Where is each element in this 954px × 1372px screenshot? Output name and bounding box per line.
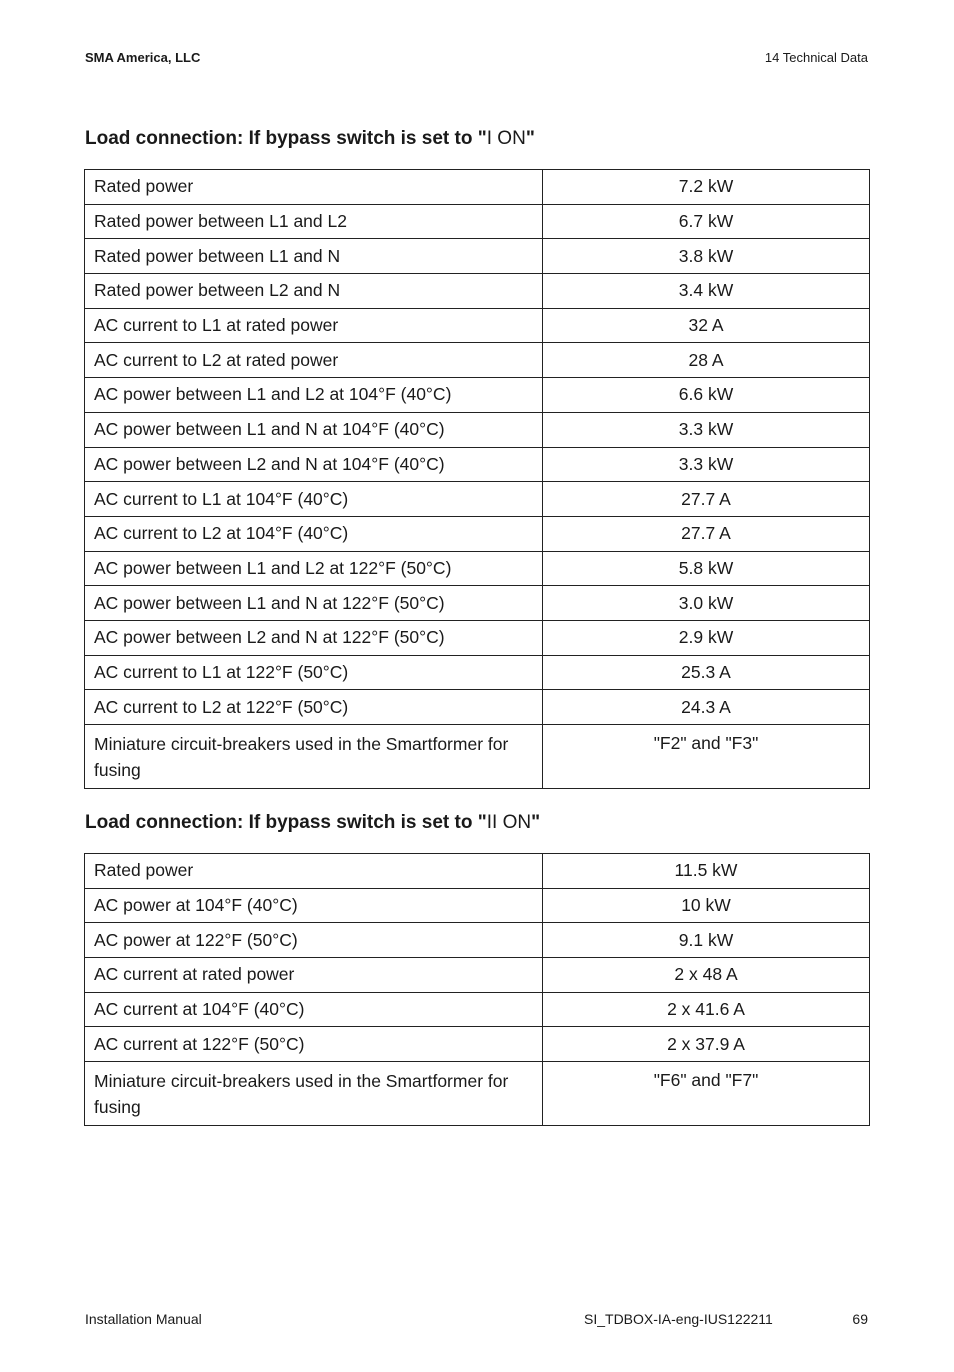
spec-label: AC current at 122°F (50°C) <box>85 1027 543 1062</box>
spec-value: 2 x 48 A <box>543 958 870 993</box>
spec-value: 27.7 A <box>543 482 870 517</box>
table-row <box>85 655 870 690</box>
spec-label: AC current to L2 at rated power <box>85 343 543 378</box>
spec-value: 3.3 kW <box>543 412 870 447</box>
table-row <box>85 239 870 274</box>
table-row <box>85 923 870 958</box>
spec-label: AC power between L2 and N at 122°F (50°C) <box>85 620 543 655</box>
spec-value: "F2" and "F3" <box>543 725 870 789</box>
table-row <box>85 1062 870 1126</box>
spec-value: 28 A <box>543 343 870 378</box>
table-row <box>85 958 870 993</box>
table-row <box>85 204 870 239</box>
footer-doc-id: SI_TDBOX-IA-eng-IUS122211 <box>584 1311 773 1327</box>
section-title-value: I ON <box>486 128 526 149</box>
table-row <box>85 274 870 309</box>
page-number: 69 <box>852 1311 868 1327</box>
table-row <box>85 343 870 378</box>
table-row <box>85 516 870 551</box>
table-row <box>85 854 870 889</box>
spec-value: 10 kW <box>543 888 870 923</box>
spec-label: AC current to L1 at 122°F (50°C) <box>85 655 543 690</box>
spec-value: 2 x 37.9 A <box>543 1027 870 1062</box>
spec-label: AC power between L1 and N at 122°F (50°C) <box>85 586 543 621</box>
footer-manual: Installation Manual <box>85 1311 202 1327</box>
table-row <box>85 308 870 343</box>
section-title-ii-on <box>85 812 540 834</box>
spec-value: 27.7 A <box>543 516 870 551</box>
section-title-prefix: Load connection: If bypass switch is set to " <box>85 812 487 833</box>
table-row <box>85 725 870 789</box>
spec-table-i-on <box>84 169 870 789</box>
table-row <box>85 170 870 205</box>
table-row <box>85 586 870 621</box>
spec-label: AC power between L2 and N at 104°F (40°C) <box>85 447 543 482</box>
spec-value: "F6" and "F7" <box>543 1062 870 1126</box>
table-row <box>85 888 870 923</box>
spec-label: AC current to L2 at 122°F (50°C) <box>85 690 543 725</box>
spec-value: 6.7 kW <box>543 204 870 239</box>
section-title-suffix: " <box>531 812 541 833</box>
header-section: 14 Technical Data <box>764 50 868 65</box>
spec-value: 25.3 A <box>543 655 870 690</box>
spec-label: AC current to L2 at 104°F (40°C) <box>85 516 543 551</box>
spec-label: AC power between L1 and L2 at 104°F (40°C) <box>85 378 543 413</box>
table-row <box>85 447 870 482</box>
spec-label: AC power at 104°F (40°C) <box>85 888 543 923</box>
spec-label: Rated power between L2 and N <box>85 274 543 309</box>
spec-label: Rated power between L1 and L2 <box>85 204 543 239</box>
table-row <box>85 482 870 517</box>
spec-value: 6.6 kW <box>543 378 870 413</box>
spec-value: 24.3 A <box>543 690 870 725</box>
section-title-i-on <box>85 128 535 150</box>
spec-label: AC current to L1 at 104°F (40°C) <box>85 482 543 517</box>
spec-label: AC current at 104°F (40°C) <box>85 992 543 1027</box>
table-row <box>85 690 870 725</box>
spec-label: AC power between L1 and L2 at 122°F (50°C) <box>85 551 543 586</box>
spec-label: Rated power between L1 and N <box>85 239 543 274</box>
spec-value: 3.4 kW <box>543 274 870 309</box>
table-row <box>85 620 870 655</box>
section-title-suffix: " <box>525 128 535 149</box>
spec-value: 2.9 kW <box>543 620 870 655</box>
header-company: SMA America, LLC <box>85 50 201 65</box>
spec-label: Miniature circuit-breakers used in the Smartformer for fusing <box>85 1062 543 1126</box>
spec-value: 9.1 kW <box>543 923 870 958</box>
table-row <box>85 1027 870 1062</box>
spec-value: 5.8 kW <box>543 551 870 586</box>
spec-value: 11.5 kW <box>543 854 870 889</box>
table-row <box>85 551 870 586</box>
spec-label: AC power between L1 and N at 104°F (40°C) <box>85 412 543 447</box>
spec-label: AC current at rated power <box>85 958 543 993</box>
spec-value: 3.8 kW <box>543 239 870 274</box>
spec-value: 3.0 kW <box>543 586 870 621</box>
spec-label: Rated power <box>85 854 543 889</box>
spec-label: Miniature circuit-breakers used in the Smartformer for fusing <box>85 725 543 789</box>
spec-value: 2 x 41.6 A <box>543 992 870 1027</box>
table-row <box>85 412 870 447</box>
spec-value: 32 A <box>543 308 870 343</box>
spec-value: 3.3 kW <box>543 447 870 482</box>
spec-value: 7.2 kW <box>543 170 870 205</box>
section-title-value: II ON <box>486 812 532 833</box>
spec-table-ii-on <box>84 853 870 1126</box>
spec-label: AC power at 122°F (50°C) <box>85 923 543 958</box>
table-row <box>85 992 870 1027</box>
table-row <box>85 378 870 413</box>
spec-label: AC current to L1 at rated power <box>85 308 543 343</box>
spec-label: Rated power <box>85 170 543 205</box>
section-title-prefix: Load connection: If bypass switch is set to " <box>85 128 487 149</box>
